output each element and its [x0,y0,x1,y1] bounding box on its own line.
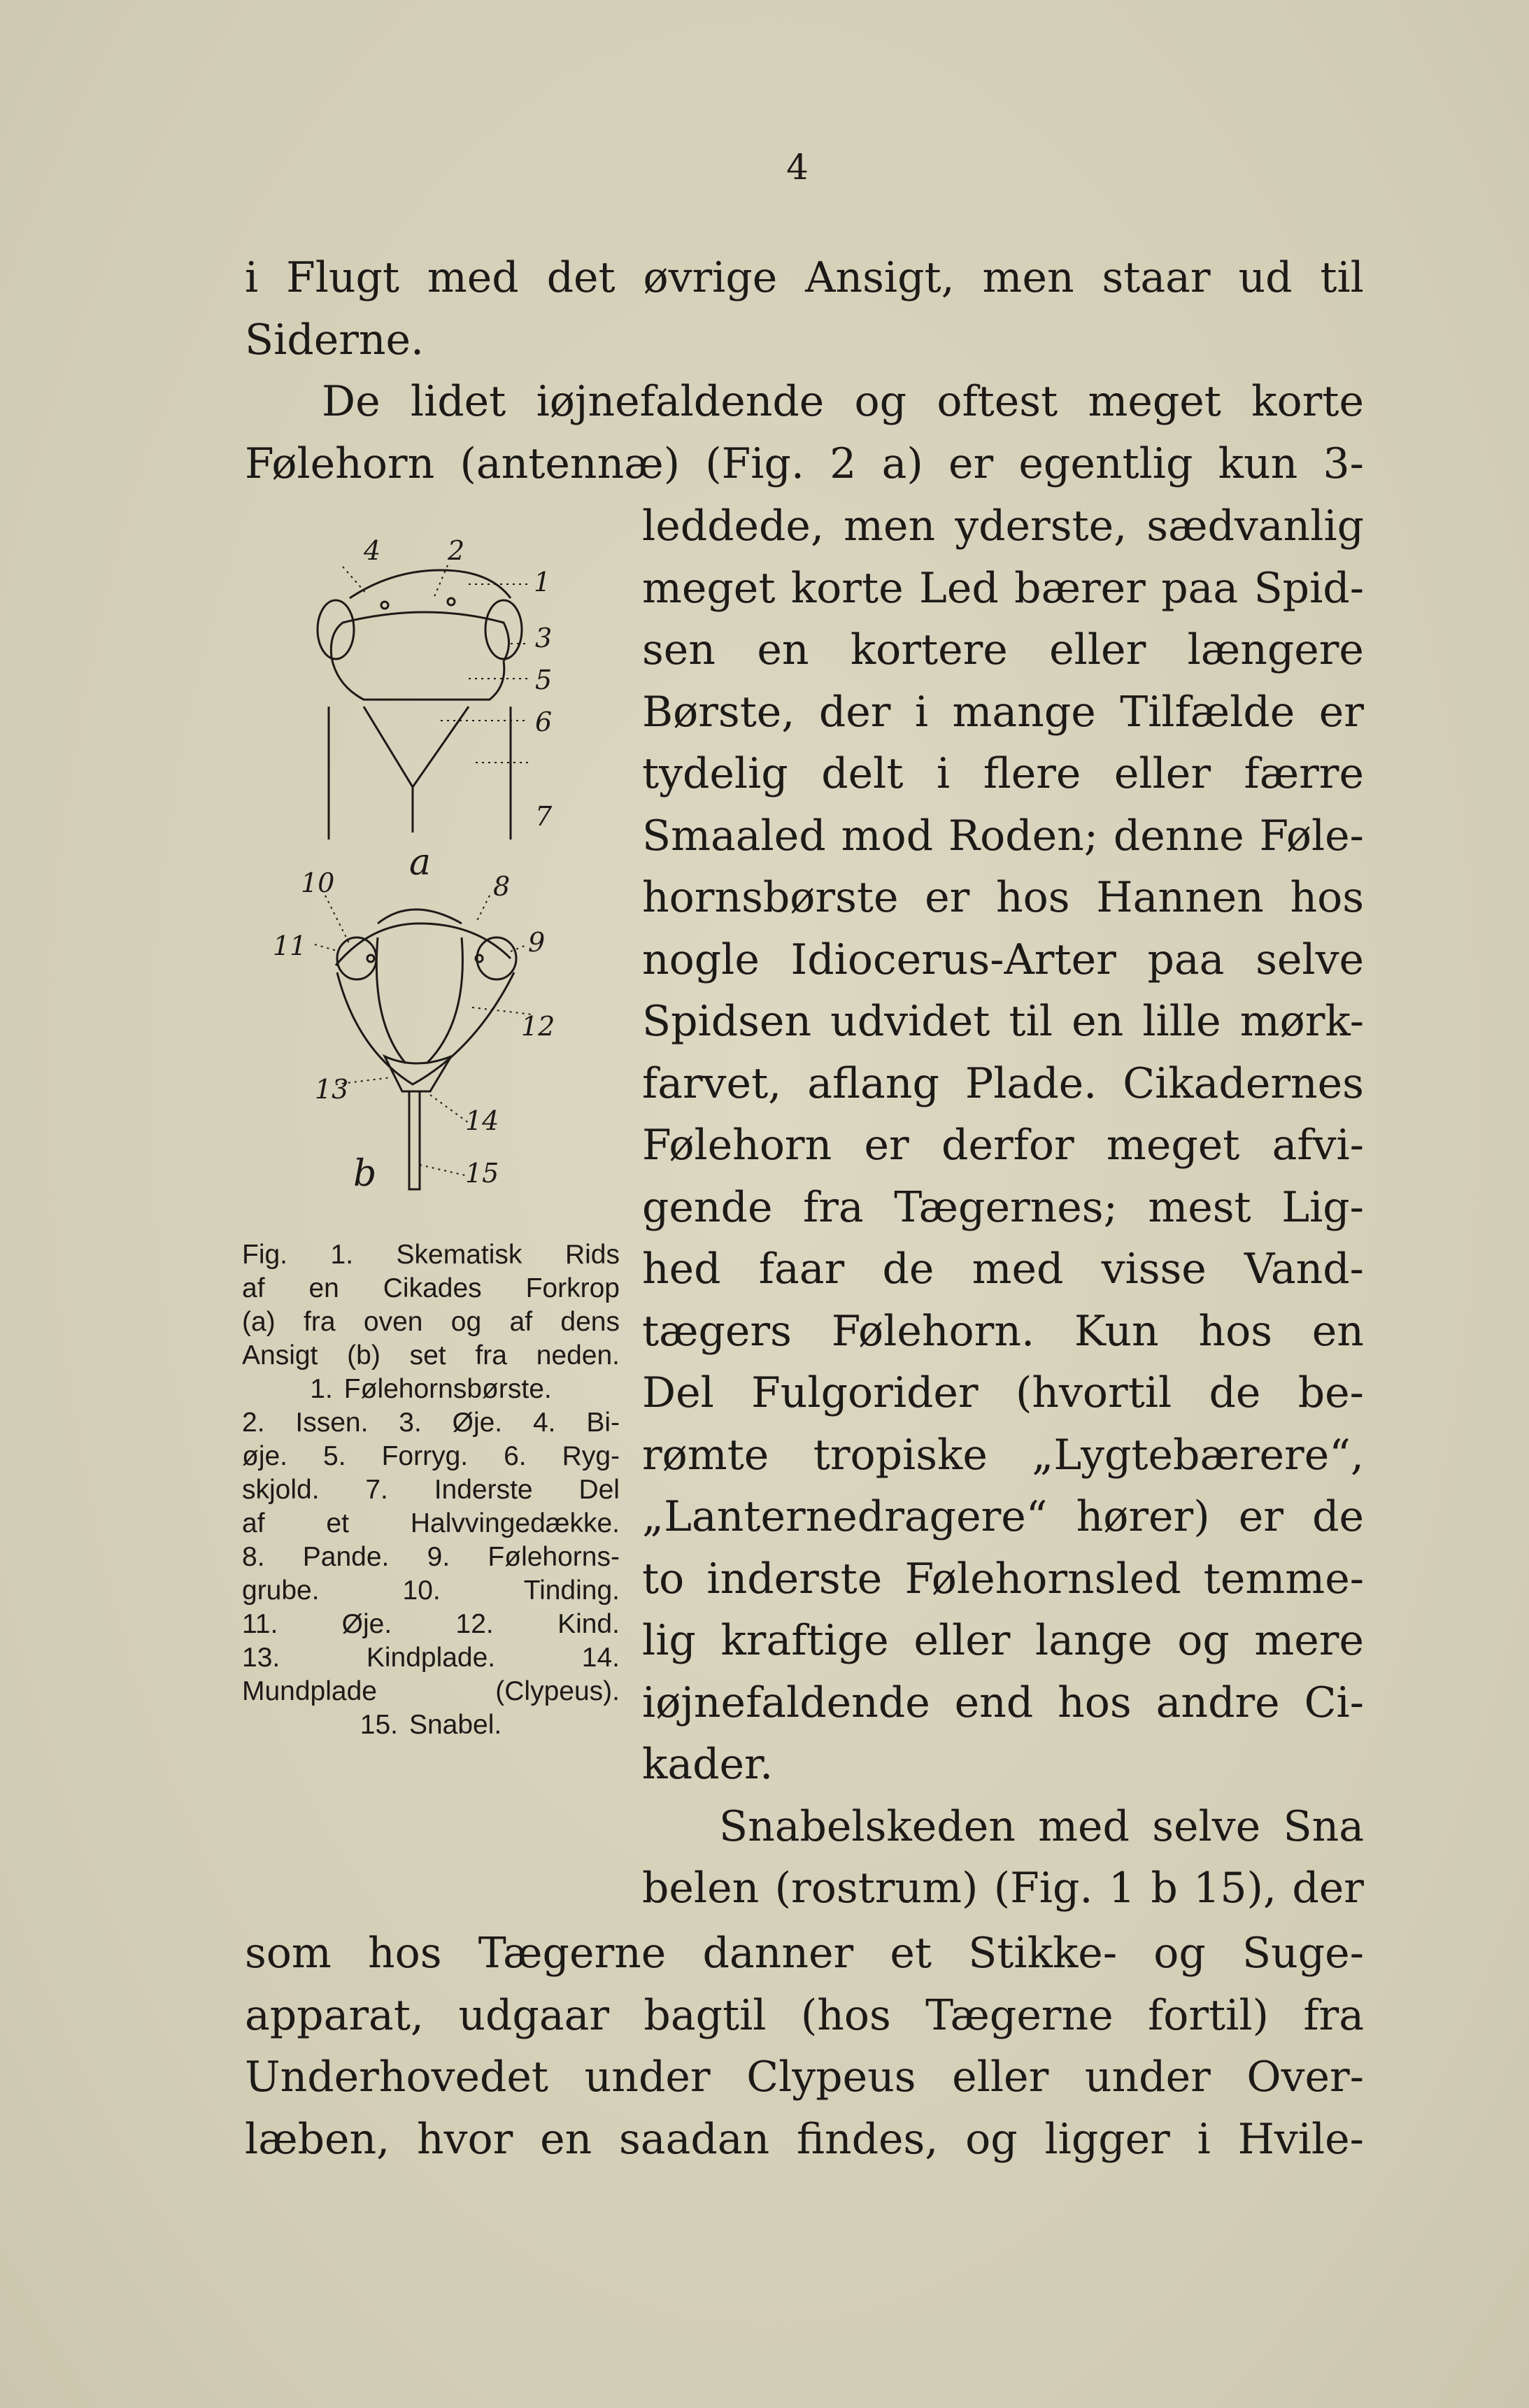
text-line: leddede, men yderste, sædvanlig [642,502,1364,551]
text-line: Spidsen udvidet til en lille mørk- [642,997,1364,1046]
caption-line: 11. Øje. 12. Kind. [242,1609,620,1639]
caption-line: Mundplade (Clypeus). [242,1676,620,1706]
caption-line: 8. Pande. 9. Følehorns- [242,1542,620,1572]
text-line: tydelig delt i flere eller færre [642,749,1364,798]
text-line: Siderne. [245,315,425,364]
text-line: sen en kortere eller længere [642,625,1364,674]
figure-a-leaders [343,565,528,763]
text-line: farvet, aflang Plade. Cikadernes [642,1058,1364,1108]
caption-line: øje. 5. Forryg. 6. Ryg- [242,1441,620,1471]
caption-line: skjold. 7. Inderste Del [242,1475,620,1505]
figure-label-11: 11 [273,930,307,961]
text-line: Følehorn er derfor meget afvi- [642,1121,1364,1170]
caption-line: Fig. 1. Skematisk Rids [242,1240,620,1270]
figure-a-outline [318,570,522,840]
caption-line: 1. Følehornsbørste. [310,1374,552,1404]
text-line: De lidet iøjnefaldende og oftest meget korte [322,377,1364,426]
caption-line: Ansigt (b) set fra neden. [242,1340,620,1371]
figure-label-10: 10 [301,867,335,898]
figure-label-3: 3 [535,623,553,653]
text-line: hornsbørste er hos Hannen hos [642,873,1364,922]
figure-label-5: 5 [535,665,553,695]
text-line: Smaaled mod Roden; denne Føle- [642,811,1364,860]
figure-label-2: 2 [448,535,465,566]
figure-label-7: 7 [535,801,553,832]
figure-label-14: 14 [465,1105,499,1136]
figure-letter-a: a [409,842,432,884]
caption-line: (a) fra oven og af dens [242,1307,620,1337]
text-line: rømte tropiske „Lygtebærere“, [642,1430,1364,1480]
text-line: kader. [642,1740,774,1789]
text-line: tægers Følehorn. Kun hos en [642,1306,1364,1356]
text-line: Snabelskeden med selve Sna [719,1801,1364,1851]
caption-line: 13. Kindplade. 14. [242,1643,620,1673]
text-line: Følehorn (antennæ) (Fig. 2 a) er egentlig kun 3- [245,439,1364,488]
figure-label-13: 13 [315,1074,349,1105]
caption-line: af en Cikades Forkrop [242,1273,620,1303]
caption-line: grube. 10. Tinding. [242,1575,620,1606]
figure-label-4: 4 [364,535,381,566]
text-line: læben, hvor en saadan findes, og ligger i Hvile- [245,2114,1364,2164]
text-line: gende fra Tægernes; mest Lig- [642,1182,1364,1232]
caption-line: 2. Issen. 3. Øje. 4. Bi- [242,1408,620,1438]
text-line: som hos Tægerne danner et Stikke- og Suge- [245,1929,1364,1978]
text-line: meget korte Led bærer paa Spid- [642,563,1364,613]
figure-label-15: 15 [465,1158,499,1189]
text-line: belen (rostrum) (Fig. 1 b 15), der [642,1864,1364,1913]
text-line: Del Fulgorider (hvortil de be- [642,1368,1364,1417]
text-line: i Flugt med det øvrige Ansigt, men staar ud til [245,253,1364,302]
figure-label-12: 12 [521,1011,555,1042]
figure-label-9: 9 [528,927,546,958]
text-line: hed faar de med visse Vand- [642,1245,1364,1294]
figure-label-8: 8 [493,871,511,902]
text-line: Børste, der i mange Tilfælde er [642,687,1364,737]
page-number: 4 [786,147,809,187]
figure-letter-b: b [353,1153,377,1195]
text-line: apparat, udgaar bagtil (hos Tægerne fortil) fra [245,1990,1364,2040]
text-line: iøjnefaldende end hos andre Ci- [642,1678,1364,1727]
text-line: lig kraftige eller lange og mere [642,1616,1364,1665]
text-line: Underhovedet under Clypeus eller under Over- [245,2053,1364,2102]
text-line: „Lanternedragere“ hører) er de [642,1492,1364,1541]
figure-b-outline [336,909,516,1189]
text-line: nogle Idiocerus-Arter paa selve [642,935,1364,984]
caption-line: 15. Snabel. [360,1710,502,1740]
figure-label-6: 6 [535,707,553,737]
caption-line: af et Halvvingedække. [242,1508,620,1538]
text-line: to inderste Følehornsled temme- [642,1554,1364,1603]
figure-cicada-head-diagram [273,532,581,1217]
figure-label-1: 1 [534,567,551,597]
figure-caption [242,1238,620,1742]
